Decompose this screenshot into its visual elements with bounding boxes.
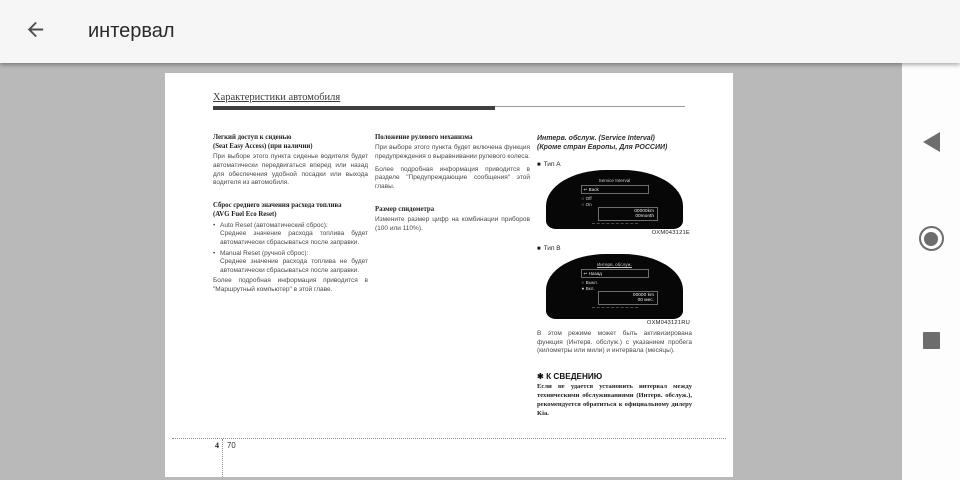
radio-on-icon: ● xyxy=(581,286,585,292)
paragraph: При выборе этого пункта будет включена функция предупреждения о выравнивании рулевого колеса. xyxy=(375,144,530,161)
paragraph: В этом режиме может быть активизирована функция (Интерв. обслуж.) с указанием пробега (километры или мили) и интервала (месяцы). xyxy=(537,330,692,355)
cluster-option-off xyxy=(582,280,648,285)
note-text: Если не удается установить интервал между техническими обслуживаниями (Интерв. обслуж.), рекомендуется обратиться к официальному дилеру Kia. xyxy=(537,383,692,417)
cluster-months: 00month xyxy=(635,214,654,220)
figure-code: OXM043121E xyxy=(651,230,690,237)
option-off-label: Выкл. xyxy=(585,279,598,285)
cluster-back-label: Back xyxy=(588,186,599,192)
cluster-display-a xyxy=(537,170,692,236)
doc-columns xyxy=(213,134,733,419)
cluster-distance: 00000 km xyxy=(632,293,654,299)
paragraph: Измените размер цифр на комбинации приборов (100 или 110%). xyxy=(375,216,530,232)
gauge-ticks xyxy=(592,223,638,224)
list-item-title: Auto Reset (автоматический сброс): xyxy=(220,221,328,229)
footer-divider xyxy=(222,439,223,477)
note-heading: ✱ К СВЕДЕНИЮ xyxy=(537,372,603,382)
return-arrow-icon: ↩ xyxy=(583,270,588,276)
paragraph: Более подробная информация приводится в "Маршрутный компьютер" в этой главе. xyxy=(213,277,368,293)
back-button[interactable] xyxy=(22,19,48,45)
paragraph: Более подробная информация приводится в разделе "Предупреждающие сообщения" этой главы. xyxy=(375,165,530,191)
square-marker-icon: ■ xyxy=(537,161,541,168)
cluster-months: 00 мес. xyxy=(637,298,654,304)
cluster-title: Service Interval xyxy=(598,178,631,184)
doc-column-1 xyxy=(213,134,368,419)
list-item-text: Среднее значение расхода топлива не будет автоматически сбрасываться после заправки. xyxy=(220,258,368,274)
option-off-label: Off xyxy=(585,195,592,201)
cluster-distance: 00000km xyxy=(634,209,654,215)
cluster-option-off xyxy=(582,196,648,201)
type-b-text: Тип B xyxy=(543,245,561,253)
triangle-left-icon xyxy=(923,132,940,152)
nav-back-button[interactable] xyxy=(902,132,960,152)
list-item xyxy=(213,222,368,229)
type-a-label xyxy=(537,161,692,168)
heading-seat-easy-access-sub: (Seat Easy Access) (при наличии) xyxy=(213,142,313,150)
heading-service-interval: Интерв. обслуж. (Service Interval) xyxy=(537,135,655,142)
app-bar xyxy=(0,0,960,63)
page-number: 70 xyxy=(227,441,236,450)
cluster-display-b xyxy=(537,254,692,326)
cluster-back-row xyxy=(581,185,649,194)
nav-recents-button[interactable] xyxy=(902,332,960,349)
doc-column-3 xyxy=(537,134,692,419)
cluster-values xyxy=(598,291,658,305)
section-title-rule xyxy=(213,106,685,110)
cluster-screen xyxy=(546,170,683,229)
home-circle-icon xyxy=(919,226,944,251)
option-on-label: On xyxy=(585,202,592,208)
radio-off-icon: ○ xyxy=(581,202,585,208)
doc-section-title: Характеристики автомобиля xyxy=(213,92,341,103)
android-nav-bar xyxy=(902,63,960,480)
cluster-screen xyxy=(546,254,683,319)
return-arrow-icon: ↩ xyxy=(583,186,588,192)
type-b-label xyxy=(537,245,692,252)
cluster-back-label: Назад xyxy=(588,270,602,276)
app-bar-title: интервал xyxy=(88,20,175,42)
radio-off-icon: ○ xyxy=(581,279,585,285)
bullet-icon: • xyxy=(213,221,216,229)
figure-code: OXM043121RU xyxy=(646,320,690,327)
square-icon xyxy=(923,332,940,349)
heading-seat-easy-access: Легкий доступ к сиденью xyxy=(213,134,292,141)
type-a-text: Тип A xyxy=(543,161,561,169)
document-page[interactable] xyxy=(165,73,733,477)
list-item xyxy=(213,250,368,257)
gauge-ticks xyxy=(592,307,638,308)
paragraph: При выборе этого пункта сиденье водителя будет автоматически передвигаться вперед или назад для обеспечения удобной посадки или выхода водителя из автомобиля. xyxy=(213,153,368,187)
list-item-title: Manual Reset (ручной сброс): xyxy=(220,249,309,257)
heading-speedometer-size: Размер спидометра xyxy=(375,205,435,213)
doc-column-2 xyxy=(375,134,530,419)
page-footer xyxy=(172,438,726,450)
bullet-icon: • xyxy=(213,249,216,257)
cluster-back-row xyxy=(581,269,649,278)
arrow-left-icon xyxy=(24,18,47,46)
heading-avg-fuel-reset: Сброс среднего значения расхода топлива xyxy=(213,202,342,209)
square-marker-icon: ■ xyxy=(537,245,541,252)
chapter-number: 4 xyxy=(215,441,219,450)
heading-avg-fuel-reset-sub: (AVG Fuel Eco Reset) xyxy=(213,210,277,218)
option-on-label: Вкл. xyxy=(585,286,595,292)
cluster-values xyxy=(598,207,658,221)
nav-home-button[interactable] xyxy=(902,226,960,251)
cluster-title: Интерв. обслуж. xyxy=(597,262,632,268)
heading-steering-position: Положение рулевого механизма xyxy=(375,134,473,141)
heading-service-interval-sub: (Кроме стран Европы, Для РОССИИ) xyxy=(537,144,668,152)
radio-off-icon: ○ xyxy=(581,195,585,201)
list-item-text: Среднее значение расхода топлива будет автоматически сбрасываться после заправки. xyxy=(220,230,368,247)
